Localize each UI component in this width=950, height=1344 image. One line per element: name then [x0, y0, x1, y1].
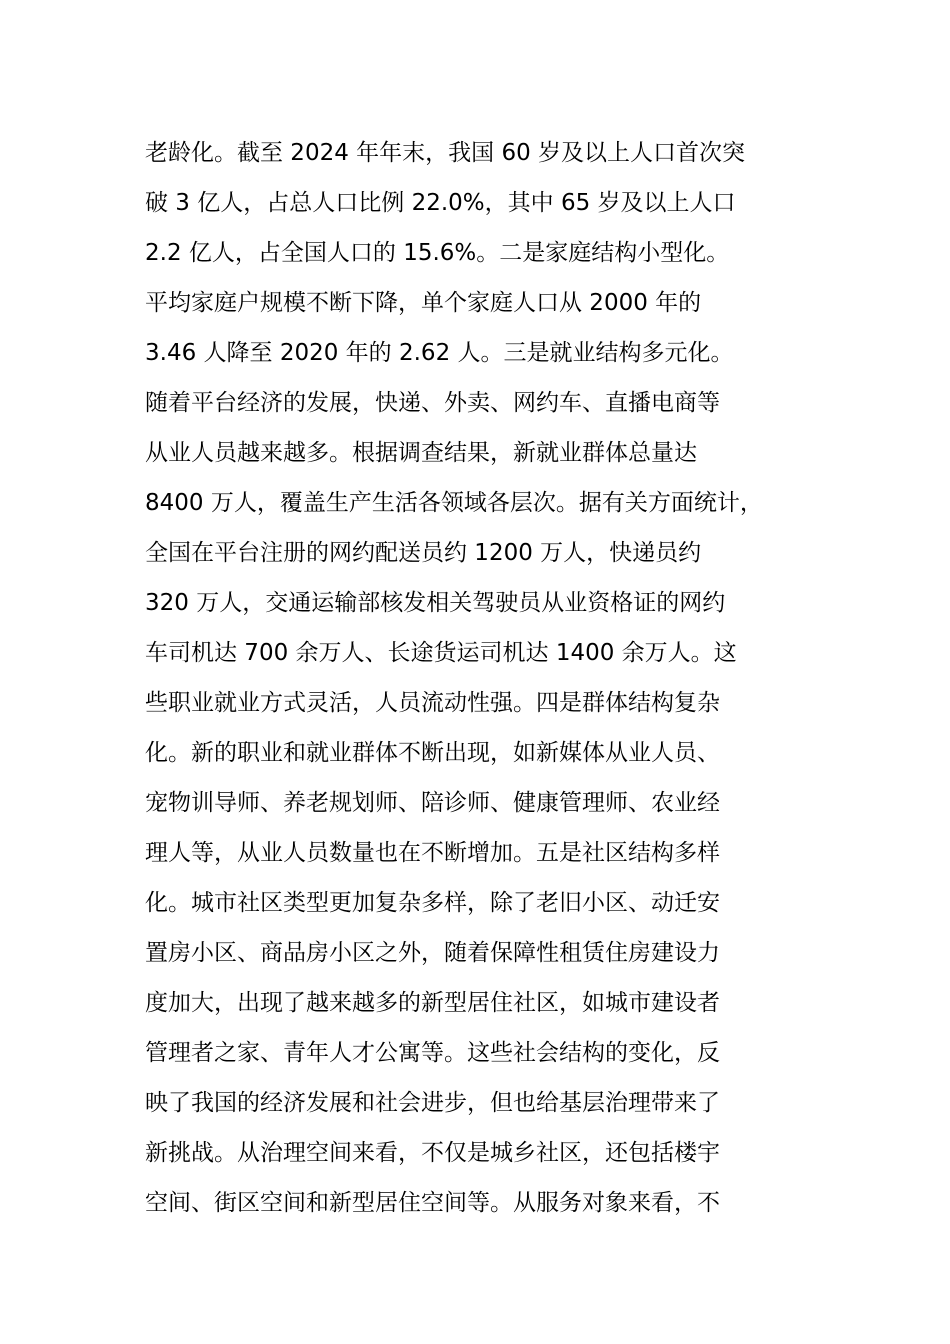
text-line: 车司机达 700 余万人、长途货运司机达 1400 余万人。这 — [145, 640, 737, 666]
text-line: 全国在平台注册的网约配送员约 1200 万人，快递员约 — [145, 540, 702, 566]
text-line: 8400 万人，覆盖生产生活各领域各层次。据有关方面统计， — [145, 490, 763, 516]
text-line: 破 3 亿人，占总人口比例 22.0%，其中 65 岁及以上人口 — [145, 190, 736, 216]
text-line: 理人等，从业人员数量也在不断增加。五是社区结构多样 — [145, 840, 720, 866]
text-line: 空间、街区空间和新型居住空间等。从服务对象来看，不 — [145, 1190, 720, 1216]
text-line: 2.2 亿人，占全国人口的 15.6%。二是家庭结构小型化。 — [145, 240, 730, 266]
text-line: 新挑战。从治理空间来看，不仅是城乡社区，还包括楼宇 — [145, 1140, 720, 1166]
text-line: 平均家庭户规模不断下降，单个家庭人口从 2000 年的 — [145, 290, 702, 316]
text-line: 化。城市社区类型更加复杂多样，除了老旧小区、动迁安 — [145, 890, 720, 916]
text-line: 化。新的职业和就业群体不断出现，如新媒体从业人员、 — [145, 740, 720, 766]
text-line: 映了我国的经济发展和社会进步，但也给基层治理带来了 — [145, 1090, 720, 1116]
text-line: 管理者之家、青年人才公寓等。这些社会结构的变化，反 — [145, 1040, 720, 1066]
text-line: 置房小区、商品房小区之外，随着保障性租赁住房建设力 — [145, 940, 720, 966]
text-line: 老龄化。截至 2024 年年末，我国 60 岁及以上人口首次突 — [145, 140, 746, 166]
text-line: 320 万人，交通运输部核发相关驾驶员从业资格证的网约 — [145, 590, 726, 616]
text-line: 些职业就业方式灵活，人员流动性强。四是群体结构复杂 — [145, 690, 720, 716]
text-line: 从业人员越来越多。根据调查结果，新就业群体总量达 — [145, 440, 697, 466]
body-paragraph — [145, 128, 845, 1228]
text-line: 3.46 人降至 2020 年的 2.62 人。三是就业结构多元化。 — [145, 340, 734, 366]
text-line: 宠物训导师、养老规划师、陪诊师、健康管理师、农业经 — [145, 790, 720, 816]
text-line: 度加大，出现了越来越多的新型居住社区，如城市建设者 — [145, 990, 720, 1016]
text-line: 随着平台经济的发展，快递、外卖、网约车、直播电商等 — [145, 390, 720, 416]
